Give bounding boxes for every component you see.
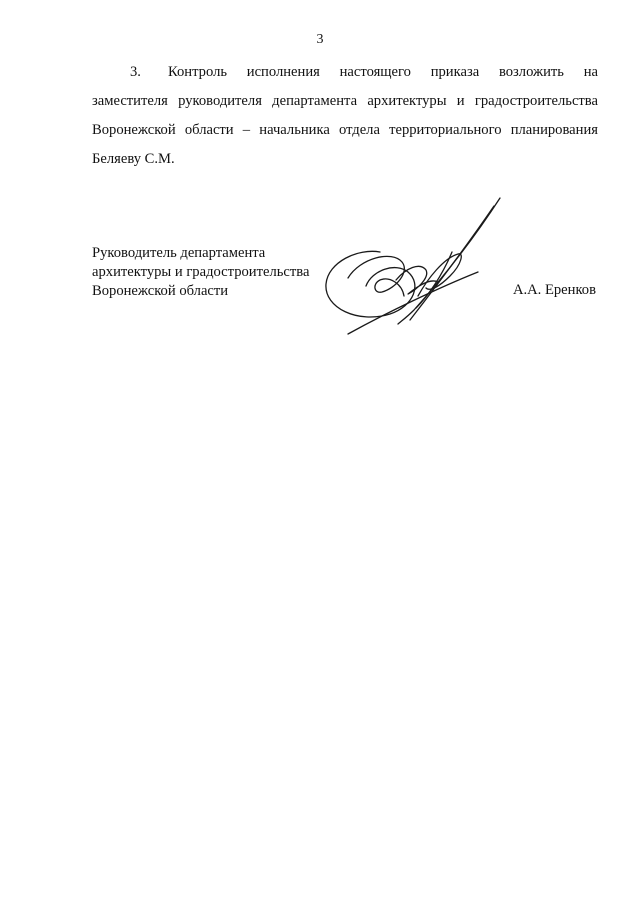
clause-paragraph: [92, 58, 598, 174]
signatory-title-line: архитектуры и градостроительства: [92, 264, 310, 280]
paragraph-line: Беляеву С.М.: [92, 151, 175, 167]
paragraph-line-text: Контроль исполнения настоящего приказа возложить на: [168, 64, 598, 80]
signatory-name: А.А. Еренков: [512, 282, 596, 298]
signatory-title-line: Воронежской области: [92, 283, 229, 299]
paragraph-line: Воронежской области – начальника отдела территориального планирования: [92, 122, 598, 138]
paragraph-line: [92, 58, 598, 87]
paragraph-line: заместителя руководителя департамента архитектуры и градостроительства: [92, 93, 598, 109]
clause-number: 3.: [130, 64, 141, 80]
signatory-title-line: Руководитель департамента: [92, 245, 266, 261]
handwritten-signature: [318, 192, 508, 338]
signatory-title: [92, 244, 309, 301]
page-number: 3: [316, 32, 324, 47]
